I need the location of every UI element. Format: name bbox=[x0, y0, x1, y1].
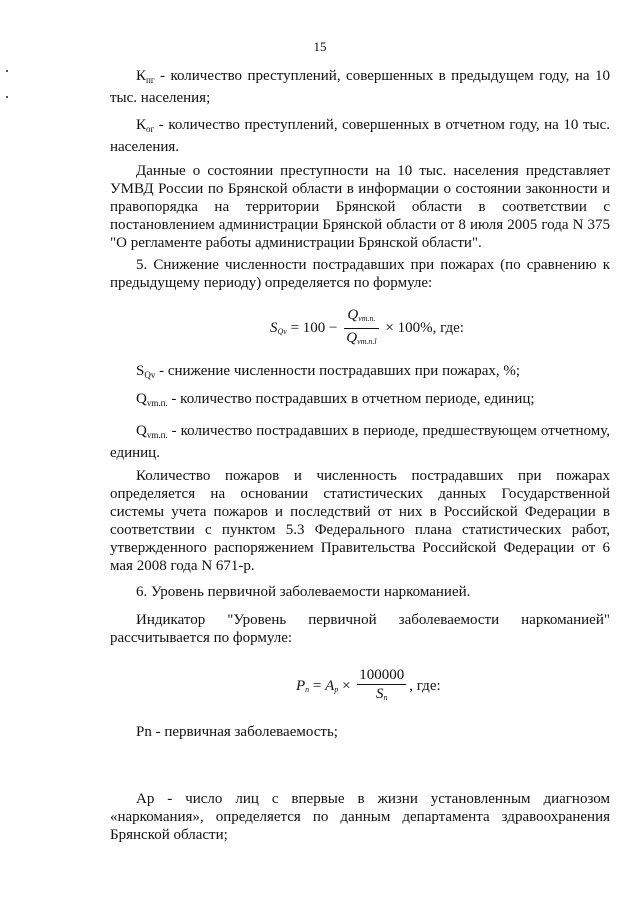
formula-symbol: S bbox=[376, 686, 384, 702]
formula-subscript: n bbox=[383, 693, 388, 702]
formula-subscript: Qv bbox=[277, 326, 287, 336]
fraction-numerator: 100000 bbox=[359, 667, 405, 683]
formula-fraction bbox=[344, 306, 378, 351]
symbol: Q bbox=[136, 391, 147, 407]
formula-fraction bbox=[357, 666, 406, 707]
symbol-subscript: ог bbox=[146, 124, 155, 134]
formula-fire-victims bbox=[270, 306, 464, 351]
paragraph-qvm-previous bbox=[110, 422, 610, 462]
symbol-subscript: vm.п. bbox=[146, 430, 168, 440]
fraction-denominator bbox=[357, 685, 406, 707]
definition-text: - количество пострадавших в отчетном периоде, единиц; bbox=[167, 391, 535, 407]
formula-symbol: S bbox=[270, 319, 278, 336]
formula-symbol: A bbox=[325, 677, 335, 694]
paragraph-qvm-current bbox=[110, 390, 610, 412]
paragraph-text: Данные о состоянии преступности на 10 тыс. населения представляет УМВД России по Брянской области в информации о состоянии законности и правопорядка на территории Брянской области в соответствии с постановлением администрации Брянской области от 8 июля 2005 года N 375 "О регламенте работы администрации Брянской области". bbox=[110, 163, 610, 251]
paragraph-text: Ap - число лиц с впервые в жизни установленным диагнозом «наркомания», определяется по данным департамента здравоохранения Брянской области; bbox=[110, 791, 610, 843]
formula-tail: × 100%, где: bbox=[381, 319, 464, 336]
formula-drug-incidence bbox=[296, 666, 441, 707]
formula-symbol: Q bbox=[347, 307, 359, 323]
definition-text: - количество преступлений, совершенных в отчетном году, на 10 тыс. населения. bbox=[110, 117, 610, 155]
formula-subscript: p bbox=[334, 684, 339, 694]
formula-operator: = bbox=[309, 677, 326, 694]
formula-subscript: vm.n.l bbox=[357, 337, 377, 346]
paragraph-indicator bbox=[110, 611, 610, 647]
paragraph-text: 6. Уровень первичной заболеваемости наркоманией. bbox=[136, 584, 471, 600]
symbol: Q bbox=[136, 423, 147, 439]
definition-text: - снижение численности пострадавших при пожарах, %; bbox=[155, 363, 521, 379]
formula-subscript: n bbox=[305, 684, 310, 694]
formula-operator: = 100 − bbox=[286, 319, 342, 336]
paragraph-pn bbox=[110, 723, 610, 741]
paragraph-kog bbox=[110, 116, 610, 156]
formula-tail: , где: bbox=[409, 677, 441, 694]
symbol: К bbox=[136, 117, 147, 133]
paragraph-text: Pn - первичная заболеваемость; bbox=[136, 724, 338, 740]
symbol-subscript: vm.п. bbox=[146, 398, 168, 408]
paragraph-fire-statistics bbox=[110, 467, 610, 575]
fraction-denominator bbox=[344, 329, 378, 351]
page-number: 15 bbox=[313, 39, 327, 54]
symbol: S bbox=[136, 363, 145, 379]
formula-subscript: vm.n. bbox=[358, 314, 376, 323]
paragraph-crime-data bbox=[110, 162, 610, 252]
paragraph-text: Количество пожаров и численность пострадавших при пожарах определяется на основании статистических данных Государственной системы учета пожаров и последствий от них в Российской Федерации в соответствии с пунктом 5.3 Федерального плана статистических работ, утвержденного распоряжением Правительства Российской Федерации от 6 мая 2008 года N 671-р. bbox=[110, 468, 610, 574]
paragraph-ap bbox=[110, 790, 610, 844]
paragraph-kpg bbox=[110, 67, 610, 107]
paragraph-text: Индикатор "Уровень первичной заболеваемости наркоманией" рассчитывается по формуле: bbox=[110, 612, 610, 646]
paragraph-text: 5. Снижение численности пострадавших при пожарах (по сравнению к предыдущему периоду) определяется по формуле: bbox=[110, 257, 610, 291]
symbol-subscript: пг bbox=[146, 75, 155, 85]
scan-mark bbox=[6, 70, 8, 72]
fraction-numerator bbox=[344, 306, 378, 329]
scan-mark bbox=[6, 96, 8, 98]
paragraph-fire-victims bbox=[110, 256, 610, 292]
formula-symbol: P bbox=[296, 677, 306, 694]
paragraph-sqv bbox=[110, 362, 610, 384]
paragraph-drug-heading bbox=[110, 583, 610, 601]
definition-text: - количество преступлений, совершенных в предыдущем году, на 10 тыс. населения; bbox=[110, 68, 610, 106]
formula-operator: × bbox=[338, 677, 355, 694]
formula-symbol: Q bbox=[346, 330, 358, 346]
definition-text: - количество пострадавших в периоде, предшествующем отчетному, единиц. bbox=[110, 423, 610, 461]
symbol: К bbox=[136, 68, 147, 84]
symbol-subscript: Qv bbox=[144, 370, 156, 380]
